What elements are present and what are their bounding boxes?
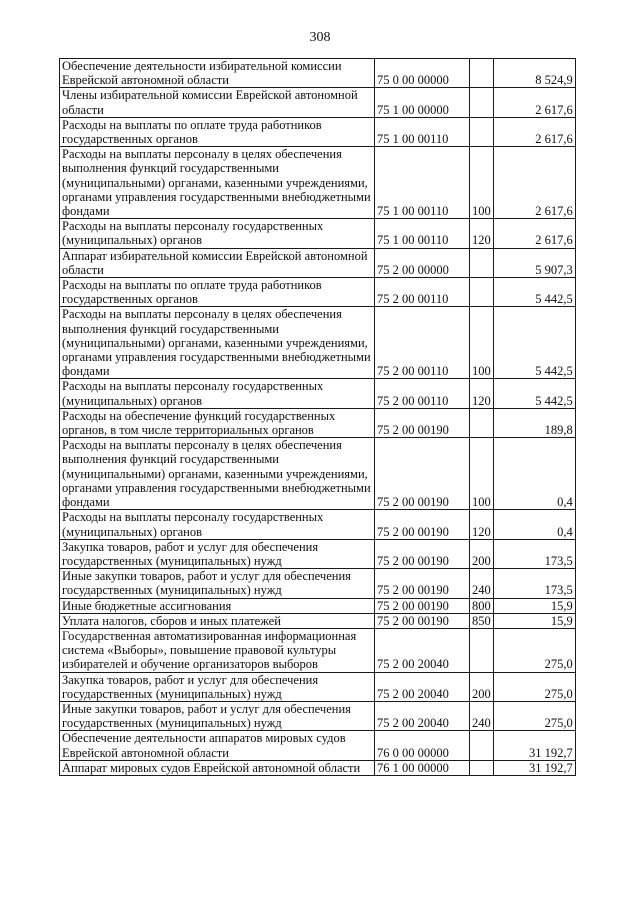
row-name-cell: Расходы на выплаты по оплате труда работников государственных органов	[60, 278, 375, 307]
amount-cell: 15,9	[493, 598, 575, 613]
target-article-code-cell: 75 2 00 00190	[375, 510, 470, 539]
table-row	[60, 760, 576, 775]
table-row	[60, 379, 576, 408]
expense-type-code-cell	[470, 628, 494, 672]
row-name-cell: Аппарат мировых судов Еврейской автономной области	[60, 760, 375, 775]
row-name-cell: Расходы на выплаты персоналу в целях обеспечения выполнения функций государственными (муниципальными) органами, казенными учреждениями, органами управления государственными внебюджетными фондами	[60, 438, 375, 510]
target-article-code-cell: 75 2 00 20040	[375, 672, 470, 701]
amount-cell: 15,9	[493, 613, 575, 628]
table-row	[60, 539, 576, 568]
target-article-code-cell: 75 2 00 00110	[375, 307, 470, 379]
amount-cell: 2 617,6	[493, 88, 575, 117]
table-row	[60, 147, 576, 219]
expense-type-code-cell	[470, 248, 494, 277]
table-row	[60, 307, 576, 379]
table-row	[60, 59, 576, 88]
table-row	[60, 408, 576, 437]
expense-type-code-cell: 120	[470, 219, 494, 248]
target-article-code-cell: 75 1 00 00110	[375, 219, 470, 248]
row-name-cell: Аппарат избирательной комиссии Еврейской автономной области	[60, 248, 375, 277]
page-number: 308	[309, 30, 331, 45]
amount-cell: 5 442,5	[493, 278, 575, 307]
target-article-code-cell: 75 2 00 20040	[375, 701, 470, 730]
amount-cell: 5 442,5	[493, 307, 575, 379]
expense-type-code-cell: 800	[470, 598, 494, 613]
expense-type-code-cell	[470, 731, 494, 760]
table-row	[60, 219, 576, 248]
table-row	[60, 672, 576, 701]
expense-type-code-cell	[470, 278, 494, 307]
target-article-code-cell: 75 1 00 00000	[375, 88, 470, 117]
target-article-code-cell: 75 2 00 00000	[375, 248, 470, 277]
expense-type-code-cell	[470, 760, 494, 775]
table-row	[60, 731, 576, 760]
row-name-cell: Расходы на выплаты персоналу государственных (муниципальных) органов	[60, 379, 375, 408]
amount-cell: 5 442,5	[493, 379, 575, 408]
target-article-code-cell: 75 2 00 00110	[375, 379, 470, 408]
row-name-cell: Закупка товаров, работ и услуг для обеспечения государственных (муниципальных) нужд	[60, 672, 375, 701]
amount-cell: 173,5	[493, 569, 575, 598]
row-name-cell: Расходы на выплаты персоналу в целях обеспечения выполнения функций государственными (муниципальными) органами, казенными учреждениями, органами управления государственными внебюджетными фондами	[60, 147, 375, 219]
amount-cell: 0,4	[493, 510, 575, 539]
target-article-code-cell: 75 2 00 00190	[375, 438, 470, 510]
target-article-code-cell: 76 0 00 00000	[375, 731, 470, 760]
expense-type-code-cell	[470, 88, 494, 117]
row-name-cell: Расходы на выплаты персоналу в целях обеспечения выполнения функций государственными (муниципальными) органами, казенными учреждениями, органами управления государственными внебюджетными фондами	[60, 307, 375, 379]
amount-cell: 31 192,7	[493, 760, 575, 775]
expense-type-code-cell: 850	[470, 613, 494, 628]
row-name-cell: Иные закупки товаров, работ и услуг для обеспечения государственных (муниципальных) нужд	[60, 701, 375, 730]
expense-type-code-cell	[470, 59, 494, 88]
table-row	[60, 628, 576, 672]
row-name-cell: Уплата налогов, сборов и иных платежей	[60, 613, 375, 628]
table-row	[60, 569, 576, 598]
target-article-code-cell: 75 2 00 00190	[375, 539, 470, 568]
expense-type-code-cell: 200	[470, 672, 494, 701]
row-name-cell: Обеспечение деятельности избирательной комиссии Еврейской автономной области	[60, 59, 375, 88]
row-name-cell: Расходы на выплаты по оплате труда работников государственных органов	[60, 117, 375, 146]
expense-type-code-cell: 200	[470, 539, 494, 568]
amount-cell: 31 192,7	[493, 731, 575, 760]
target-article-code-cell: 75 2 00 20040	[375, 628, 470, 672]
amount-cell: 189,8	[493, 408, 575, 437]
amount-cell: 0,4	[493, 438, 575, 510]
expense-type-code-cell	[470, 408, 494, 437]
target-article-code-cell: 75 1 00 00110	[375, 117, 470, 146]
target-article-code-cell: 75 2 00 00110	[375, 278, 470, 307]
row-name-cell: Иные бюджетные ассигнования	[60, 598, 375, 613]
amount-cell: 5 907,3	[493, 248, 575, 277]
expense-type-code-cell: 100	[470, 307, 494, 379]
row-name-cell: Члены избирательной комиссии Еврейской автономной области	[60, 88, 375, 117]
row-name-cell: Расходы на выплаты персоналу государственных (муниципальных) органов	[60, 510, 375, 539]
target-article-code-cell: 75 0 00 00000	[375, 59, 470, 88]
amount-cell: 8 524,9	[493, 59, 575, 88]
table-row	[60, 278, 576, 307]
row-name-cell: Обеспечение деятельности аппаратов мировых судов Еврейской автономной области	[60, 731, 375, 760]
expense-type-code-cell: 120	[470, 510, 494, 539]
row-name-cell: Расходы на обеспечение функций государственных органов, в том числе территориальных органов	[60, 408, 375, 437]
table-row	[60, 613, 576, 628]
table-row	[60, 598, 576, 613]
target-article-code-cell: 76 1 00 00000	[375, 760, 470, 775]
amount-cell: 2 617,6	[493, 219, 575, 248]
amount-cell: 275,0	[493, 628, 575, 672]
expense-type-code-cell: 120	[470, 379, 494, 408]
row-name-cell: Иные закупки товаров, работ и услуг для обеспечения государственных (муниципальных) нужд	[60, 569, 375, 598]
table-row	[60, 88, 576, 117]
target-article-code-cell: 75 2 00 00190	[375, 613, 470, 628]
budget-table	[59, 58, 576, 776]
budget-table-body	[60, 59, 576, 776]
table-row	[60, 701, 576, 730]
row-name-cell: Расходы на выплаты персоналу государственных (муниципальных) органов	[60, 219, 375, 248]
target-article-code-cell: 75 2 00 00190	[375, 598, 470, 613]
target-article-code-cell: 75 2 00 00190	[375, 569, 470, 598]
expense-type-code-cell: 240	[470, 569, 494, 598]
table-row	[60, 438, 576, 510]
amount-cell: 2 617,6	[493, 117, 575, 146]
amount-cell: 173,5	[493, 539, 575, 568]
table-row	[60, 248, 576, 277]
expense-type-code-cell	[470, 117, 494, 146]
table-row	[60, 510, 576, 539]
row-name-cell: Государственная автоматизированная информационная система «Выборы», повышение правовой культуры избирателей и обучение организаторов выборов	[60, 628, 375, 672]
amount-cell: 275,0	[493, 672, 575, 701]
amount-cell: 2 617,6	[493, 147, 575, 219]
expense-type-code-cell: 100	[470, 438, 494, 510]
table-row	[60, 117, 576, 146]
expense-type-code-cell: 240	[470, 701, 494, 730]
target-article-code-cell: 75 1 00 00110	[375, 147, 470, 219]
target-article-code-cell: 75 2 00 00190	[375, 408, 470, 437]
amount-cell: 275,0	[493, 701, 575, 730]
row-name-cell: Закупка товаров, работ и услуг для обеспечения государственных (муниципальных) нужд	[60, 539, 375, 568]
expense-type-code-cell: 100	[470, 147, 494, 219]
